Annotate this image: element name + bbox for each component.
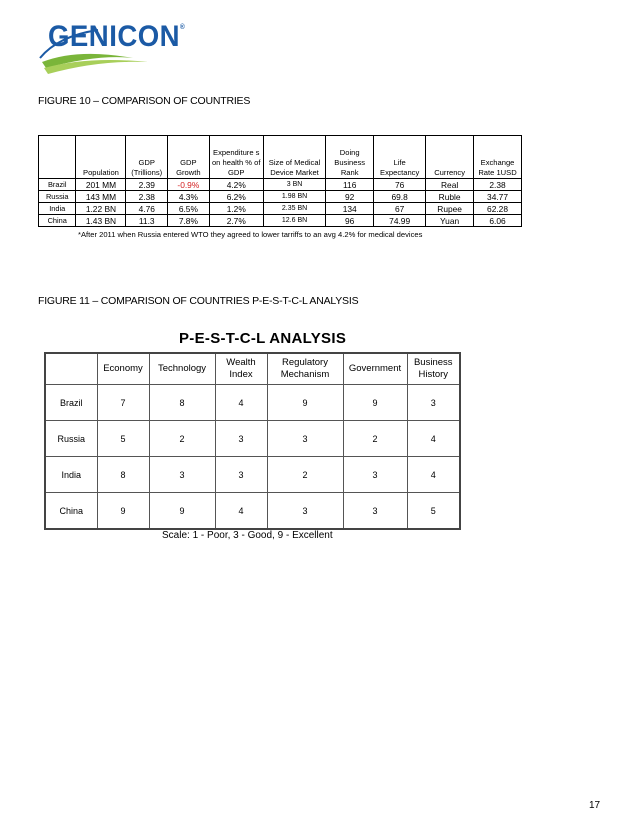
growth-cell: -0.9% — [168, 179, 210, 191]
score-cell: 3 — [343, 457, 407, 493]
population-cell: 1.22 BN — [76, 203, 126, 215]
rank-cell: 134 — [326, 203, 374, 215]
country-cell: Brazil — [45, 385, 97, 421]
header-cell: Currency — [426, 136, 474, 179]
score-cell: 2 — [267, 457, 343, 493]
score-cell: 2 — [149, 421, 215, 457]
health-cell: 4.2% — [209, 179, 263, 191]
rate-cell: 6.06 — [474, 215, 522, 227]
growth-cell: 6.5% — [168, 203, 210, 215]
gdp-cell: 11.3 — [126, 215, 168, 227]
score-cell: 7 — [97, 385, 149, 421]
market-cell: 3 BN — [263, 179, 325, 191]
currency-cell: Rupee — [426, 203, 474, 215]
gdp-cell: 2.39 — [126, 179, 168, 191]
pestcl-title: P-E-S-T-C-L ANALYSIS — [179, 330, 347, 347]
score-cell: 5 — [407, 493, 460, 530]
header-cell: Business History — [407, 353, 460, 385]
table-row — [39, 191, 522, 203]
currency-cell: Ruble — [426, 191, 474, 203]
growth-cell: 7.8% — [168, 215, 210, 227]
header-cell: GDP (Trillions) — [126, 136, 168, 179]
currency-cell: Real — [426, 179, 474, 191]
score-cell: 3 — [343, 493, 407, 530]
table-row — [45, 457, 460, 493]
score-cell: 4 — [407, 457, 460, 493]
score-cell: 3 — [407, 385, 460, 421]
header-cell: Doing Business Rank — [326, 136, 374, 179]
population-cell: 1.43 BN — [76, 215, 126, 227]
score-cell: 5 — [97, 421, 149, 457]
score-cell: 3 — [215, 421, 267, 457]
life-cell: 76 — [374, 179, 426, 191]
life-cell: 67 — [374, 203, 426, 215]
currency-cell: Yuan — [426, 215, 474, 227]
score-cell: 3 — [149, 457, 215, 493]
rank-cell: 116 — [326, 179, 374, 191]
country-cell: Russia — [45, 421, 97, 457]
table-row — [39, 215, 522, 227]
header-cell: GDP Growth — [168, 136, 210, 179]
pestcl-scale-note: Scale: 1 - Poor, 3 - Good, 9 - Excellent — [162, 530, 333, 541]
table-header-row — [45, 353, 460, 385]
table-row — [45, 493, 460, 530]
market-cell: 1.98 BN — [263, 191, 325, 203]
figure-10-caption: FIGURE 10 – COMPARISON OF COUNTRIES — [38, 95, 251, 107]
score-cell: 4 — [407, 421, 460, 457]
figure-10-footnote: *After 2011 when Russia entered WTO they agreed to lower tarriffs to an avg 4.2% for medical devices — [78, 230, 423, 239]
score-cell: 8 — [97, 457, 149, 493]
score-cell: 9 — [149, 493, 215, 530]
gdp-cell: 4.76 — [126, 203, 168, 215]
population-cell: 201 MM — [76, 179, 126, 191]
header-cell: Technology — [149, 353, 215, 385]
score-cell: 9 — [267, 385, 343, 421]
figure-11-caption: FIGURE 11 – COMPARISON OF COUNTRIES P-E-S-T-C-L ANALYSIS — [38, 295, 359, 307]
gdp-cell: 2.38 — [126, 191, 168, 203]
score-cell: 3 — [215, 457, 267, 493]
header-cell — [45, 353, 97, 385]
market-cell: 12.6 BN — [263, 215, 325, 227]
market-cell: 2.35 BN — [263, 203, 325, 215]
score-cell: 3 — [267, 421, 343, 457]
country-cell: India — [45, 457, 97, 493]
score-cell: 8 — [149, 385, 215, 421]
life-cell: 69.8 — [374, 191, 426, 203]
page-number: 17 — [589, 800, 601, 811]
health-cell: 2.7% — [209, 215, 263, 227]
header-cell: Economy — [97, 353, 149, 385]
score-cell: 9 — [343, 385, 407, 421]
genicon-logo: GENICON® — [48, 20, 186, 53]
table-row — [39, 179, 522, 191]
header-cell: Expenditure s on health % of GDP — [209, 136, 263, 179]
country-cell: China — [39, 215, 76, 227]
life-cell: 74.99 — [374, 215, 426, 227]
header-cell: Wealth Index — [215, 353, 267, 385]
header-cell: Exchange Rate 1USD — [474, 136, 522, 179]
table-row — [45, 385, 460, 421]
growth-cell: 4.3% — [168, 191, 210, 203]
header-cell: Life Expectancy — [374, 136, 426, 179]
table-row — [45, 421, 460, 457]
rate-cell: 34.77 — [474, 191, 522, 203]
health-cell: 6.2% — [209, 191, 263, 203]
figure-10 — [38, 135, 522, 239]
rate-cell: 62.28 — [474, 203, 522, 215]
score-cell: 2 — [343, 421, 407, 457]
table-row — [39, 203, 522, 215]
score-cell: 4 — [215, 385, 267, 421]
header-cell: Government — [343, 353, 407, 385]
country-cell: Russia — [39, 191, 76, 203]
score-cell: 3 — [267, 493, 343, 530]
header-cell: Population — [76, 136, 126, 179]
country-cell: China — [45, 493, 97, 530]
rate-cell: 2.38 — [474, 179, 522, 191]
population-cell: 143 MM — [76, 191, 126, 203]
header-cell: Regulatory Mechanism — [267, 353, 343, 385]
header-cell — [39, 136, 76, 179]
header-cell: Size of Medical Device Market — [263, 136, 325, 179]
comparison-table — [38, 135, 522, 227]
score-cell: 4 — [215, 493, 267, 530]
country-cell: India — [39, 203, 76, 215]
country-cell: Brazil — [39, 179, 76, 191]
table-header-row — [39, 136, 522, 179]
rank-cell: 92 — [326, 191, 374, 203]
health-cell: 1.2% — [209, 203, 263, 215]
rank-cell: 96 — [326, 215, 374, 227]
score-cell: 9 — [97, 493, 149, 530]
pestcl-table — [44, 352, 461, 530]
